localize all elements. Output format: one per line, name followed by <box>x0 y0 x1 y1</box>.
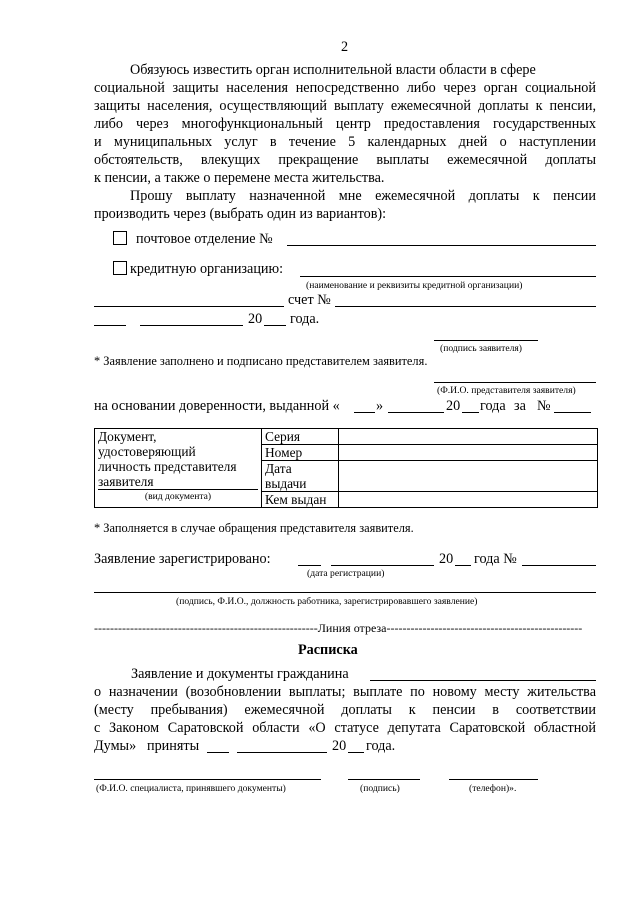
registrar-line[interactable] <box>94 592 596 593</box>
document-type-cell <box>95 429 262 508</box>
para1-line-1: Обязуюсь известить орган исполнительной власти области в сфере <box>130 62 536 78</box>
attorney-text-1: на основании доверенности, выданной « <box>94 398 340 414</box>
series-value[interactable] <box>339 429 598 445</box>
date-month-line[interactable] <box>140 325 243 326</box>
issue-date-label-line-1: Дата <box>265 461 292 476</box>
representative-name-line[interactable] <box>434 382 596 383</box>
receipt-line-4: с Законом Саратовской области «О статусе депутата Саратовской областной <box>94 720 596 736</box>
credit-org-caption: (наименование и реквизиты кредитной организации) <box>306 280 523 291</box>
attorney-text-6: № <box>537 398 551 414</box>
receipt-dumy: Думы» <box>94 738 137 754</box>
para1-line-7: к пенсии, а также о перемене места жительства. <box>94 170 385 186</box>
issue-date-value[interactable] <box>339 461 598 492</box>
para1-line-3: защиты населения, осуществляющий выплату ежемесячной доплаты к пенсии, <box>94 98 596 114</box>
receipt-line-2: о назначении (возобновлении выплаты; выплате по новому месту жительства <box>94 684 596 700</box>
identity-document-table <box>94 428 598 508</box>
cut-line-dashes-left: -------------------------------------------------------- <box>94 621 318 635</box>
credit-org-line[interactable] <box>300 276 596 277</box>
registered-year-suffix: года № <box>474 551 517 567</box>
page-number: 2 <box>341 39 349 55</box>
applicant-signature-line[interactable] <box>434 340 538 341</box>
para2-line-1: Прошу выплату назначенной мне ежемесячной доплаты к пенсии <box>130 188 596 204</box>
receipt-title: Расписка <box>298 642 358 658</box>
cut-line-label: Линия отреза <box>317 621 387 635</box>
date-year-line[interactable] <box>264 325 286 326</box>
para1-line-2: социальной защиты населения непосредственно либо через орган социальной <box>94 80 596 96</box>
attorney-number-line[interactable] <box>554 412 591 413</box>
attorney-year-line[interactable] <box>462 412 479 413</box>
attorney-text-3: 20 <box>446 398 461 414</box>
account-number-line[interactable] <box>335 306 596 307</box>
representative-note: * Заявление заполнено и подписано представителем заявителя. <box>94 354 428 368</box>
attorney-month-line[interactable] <box>388 412 444 413</box>
para1-line-6: обстоятельств, влекущих прекращение выплаты ежемесячной доплаты <box>94 152 596 168</box>
para2-line-2: производить через (выбрать один из вариантов): <box>94 206 387 222</box>
representative-name-caption: (Ф.И.О. представителя заявителя) <box>437 385 576 396</box>
attorney-text-2: » <box>376 398 384 414</box>
specialist-phone-line[interactable] <box>449 779 538 780</box>
registered-number-line[interactable] <box>522 565 596 566</box>
receipt-year-suffix: года. <box>366 738 396 754</box>
receipt-line-1: Заявление и документы гражданина <box>131 666 349 682</box>
cut-line-dashes-right: ------------------------------------------------- <box>386 621 583 635</box>
receipt-year-prefix: 20 <box>332 738 347 754</box>
receipt-accepted: приняты <box>147 738 200 754</box>
document-type-line-4: заявителя <box>98 474 154 489</box>
issue-date-label <box>262 461 339 492</box>
signature-caption: (подпись) <box>360 783 400 794</box>
document-type-line-1: Документ, <box>98 429 157 444</box>
attorney-day-line[interactable] <box>354 412 375 413</box>
specialist-name-line[interactable] <box>94 779 321 780</box>
document-type-caption: (вид документа) <box>98 489 258 502</box>
specialist-signature-line[interactable] <box>348 779 420 780</box>
registrar-caption: (подпись, Ф.И.О., должность работника, зарегистрировавшего заявление) <box>176 596 478 607</box>
receipt-line-3: (месту пребывания) ежемесячной доплаты к пенсии в соответствии <box>94 702 596 718</box>
attorney-text-5: за <box>514 398 526 414</box>
registered-day-line[interactable] <box>298 565 321 566</box>
receipt-month-line[interactable] <box>237 752 327 753</box>
document-type-line-2: удостоверяющий <box>98 444 196 459</box>
document-type-line-3: личность представителя <box>98 459 237 474</box>
registration-date-caption: (дата регистрации) <box>307 568 385 579</box>
phone-caption: (телефон)». <box>469 783 517 794</box>
credit-org-checkbox[interactable] <box>113 261 127 275</box>
date-year-suffix: года. <box>290 311 320 327</box>
registered-label: Заявление зарегистрировано: <box>94 551 271 567</box>
issued-by-label: Кем выдан <box>262 492 339 508</box>
credit-org-label: кредитную организацию: <box>130 261 284 277</box>
series-label: Серия <box>262 429 339 445</box>
citizen-name-line[interactable] <box>370 680 596 681</box>
attorney-text-4: года <box>480 398 506 414</box>
registered-year-line[interactable] <box>455 565 471 566</box>
receipt-year-line[interactable] <box>348 752 364 753</box>
para1-line-4: либо через многофункциональный центр предоставления государственных <box>94 116 596 132</box>
receipt-day-line[interactable] <box>207 752 229 753</box>
post-office-number-line[interactable] <box>287 245 596 246</box>
date-year-prefix: 20 <box>248 311 263 327</box>
number-label: Номер <box>262 445 339 461</box>
registered-year-prefix: 20 <box>439 551 454 567</box>
account-prefix-line[interactable] <box>94 306 284 307</box>
cut-line <box>94 621 582 635</box>
number-value[interactable] <box>339 445 598 461</box>
specialist-caption: (Ф.И.О. специалиста, принявшего документы) <box>96 783 286 794</box>
para1-line-5: и муниципальных услуг в течение 5 календарных дней о наступлении <box>94 134 596 150</box>
applicant-signature-caption: (подпись заявителя) <box>440 343 523 354</box>
issue-date-label-line-2: выдачи <box>265 476 307 491</box>
account-label: счет № <box>288 292 331 308</box>
representative-footnote: * Заполняется в случае обращения представителя заявителя. <box>94 521 414 535</box>
issued-by-value[interactable] <box>339 492 598 508</box>
registered-month-line[interactable] <box>331 565 434 566</box>
post-office-checkbox[interactable] <box>113 231 127 245</box>
date-day-line[interactable] <box>94 325 126 326</box>
post-office-label: почтовое отделение № <box>136 231 273 247</box>
